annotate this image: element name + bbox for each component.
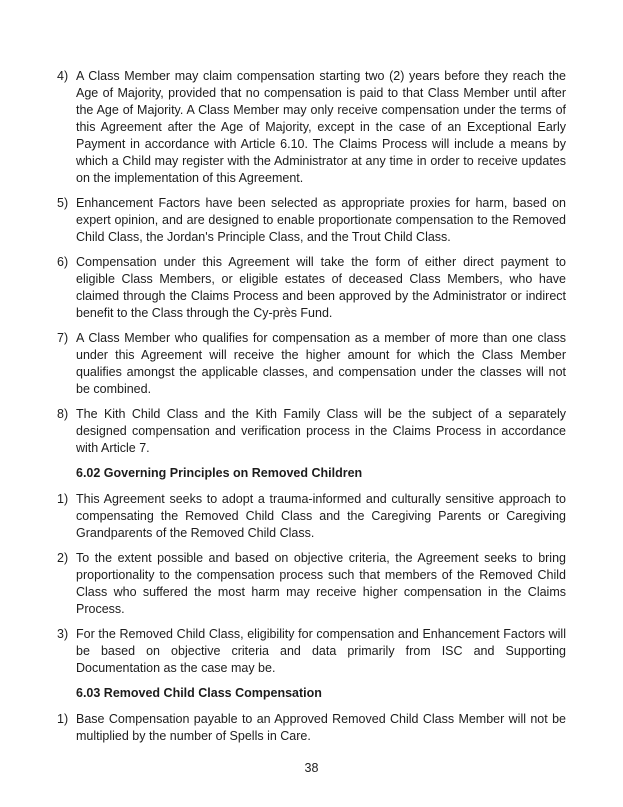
list-item-number: 4) <box>57 69 69 83</box>
list-item-4 <box>57 68 566 187</box>
list-item-2 <box>57 550 566 618</box>
list-item-text: Enhancement Factors have been selected as appropriate proxies for harm, based on expert opinion, and are designed to enable proportionate compensation to the Removed Child Class, the Jordan's Principle Class, and the Trout Child Class. <box>76 196 566 244</box>
list-item-6 <box>57 254 566 322</box>
list-item-text: Compensation under this Agreement will take the form of either direct payment to eligible Class Members, or eligible estates of deceased Class Members, who have claimed through the Claims Process and been approved by the Administrator or indirect benefit to the Class through the Cy-près Fund. <box>76 255 566 320</box>
list-item-text: A Class Member may claim compensation starting two (2) years before they reach the Age of Majority, provided that no compensation is paid to that Class Member until after the Age of Majority. A Class Member may only receive compensation under the terms of this Agreement after the Age of Majority, except in the case of an Exceptional Early Payment in accordance with Article 6.10. The Claims Process will include a means by which a Child may register with the Administrator at any time in order to receive updates on the implementation of this Agreement. <box>76 69 566 185</box>
list-item-text: The Kith Child Class and the Kith Family Class will be the subject of a separately designed compensation and verification process in the Claims Process in accordance with Article 7. <box>76 407 566 455</box>
list-item-number: 6) <box>57 255 69 269</box>
list-item-number: 2) <box>57 551 69 565</box>
page-number: 38 <box>304 761 319 775</box>
list-item-text: For the Removed Child Class, eligibility for compensation and Enhancement Factors will be based on objective criteria and data primarily from ISC and Supporting Documentation as the case may be. <box>76 627 566 675</box>
list-item-text: Base Compensation payable to an Approved Removed Child Class Member will not be multiplied by the number of Spells in Care. <box>76 712 566 743</box>
list-item-1b <box>57 711 566 745</box>
list-item-number: 5) <box>57 196 69 210</box>
list-item-3 <box>57 626 566 677</box>
section-heading-6-03: 6.03 Removed Child Class Compensation <box>76 686 322 700</box>
list-item-number: 3) <box>57 627 69 641</box>
list-item-7 <box>57 330 566 398</box>
list-item-text: To the extent possible and based on objective criteria, the Agreement seeks to bring proportionality to the compensation process such that members of the Removed Child Class who suffered the most harm may receive higher compensation in the Claims Process. <box>76 551 566 616</box>
list-item-5 <box>57 195 566 246</box>
list-item-number: 7) <box>57 331 69 345</box>
list-item-text: This Agreement seeks to adopt a trauma-informed and culturally sensitive approach to compensating the Removed Child Class and the Caregiving Parents or Caregiving Grandparents of the Removed Child Class. <box>76 492 566 540</box>
list-item-number: 1) <box>57 712 69 726</box>
list-item-1 <box>57 491 566 542</box>
document-content <box>57 68 566 753</box>
list-item-8 <box>57 406 566 457</box>
list-item-text: A Class Member who qualifies for compensation as a member of more than one class under this Agreement will receive the higher amount for which the Class Member qualifies amongst the applicable classes, and compensation under the classes will not be combined. <box>76 331 566 396</box>
list-item-number: 8) <box>57 407 69 421</box>
list-item-number: 1) <box>57 492 69 506</box>
section-heading-6-02: 6.02 Governing Principles on Removed Children <box>76 466 363 480</box>
